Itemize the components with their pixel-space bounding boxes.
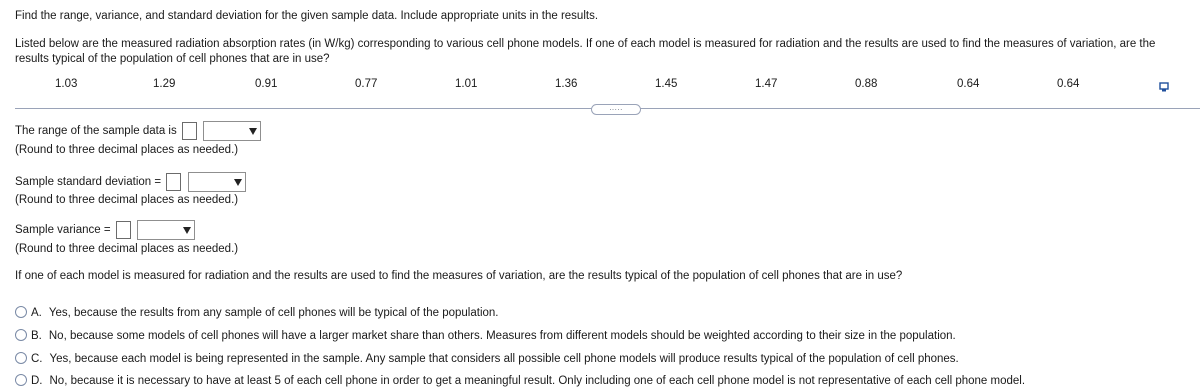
data-values-row bbox=[0, 78, 1200, 98]
triangle-down-icon bbox=[249, 128, 257, 135]
option-letter: B. bbox=[31, 330, 42, 342]
range-label: The range of the sample data is bbox=[15, 125, 177, 138]
range-row bbox=[15, 121, 261, 141]
problem-statement bbox=[15, 37, 1155, 67]
range-answer-input[interactable] bbox=[182, 122, 197, 140]
question-text: If one of each model is measured for radiation and the results are used to find the measures of variation, are the results typical of the population of cell phones that are in use? bbox=[15, 270, 903, 282]
data-value: 1.47 bbox=[755, 78, 778, 90]
std-dev-row bbox=[15, 172, 246, 192]
problem-line-2: results typical of the population of cell phones that are in use? bbox=[15, 53, 330, 65]
variance-unit-dropdown[interactable] bbox=[137, 220, 195, 240]
radio-button[interactable] bbox=[15, 352, 27, 364]
triangle-down-icon bbox=[234, 179, 242, 186]
std-dev-note: (Round to three decimal places as needed.) bbox=[15, 194, 239, 206]
data-value: 1.36 bbox=[555, 78, 578, 90]
option-text: Yes, because the results from any sample of cell phones will be typical of the population. bbox=[48, 307, 499, 319]
data-value: 0.64 bbox=[957, 78, 980, 90]
std-dev-label: Sample standard deviation = bbox=[15, 176, 162, 189]
option-letter: C. bbox=[31, 353, 43, 365]
option-letter: A. bbox=[31, 307, 42, 319]
option-d[interactable] bbox=[15, 374, 1025, 387]
option-a[interactable] bbox=[15, 306, 499, 319]
triangle-down-icon bbox=[183, 227, 191, 234]
std-dev-unit-dropdown[interactable] bbox=[188, 172, 246, 192]
range-note: (Round to three decimal places as needed.) bbox=[15, 144, 239, 156]
option-text: Yes, because each model is being represented in the sample. Any sample that considers all possible cell phone models will produce results typical of the population of cell phones. bbox=[49, 353, 959, 365]
variance-label: Sample variance = bbox=[15, 224, 111, 237]
data-value: 1.01 bbox=[455, 78, 478, 90]
data-value: 0.77 bbox=[355, 78, 378, 90]
radio-button[interactable] bbox=[15, 329, 27, 341]
range-unit-dropdown[interactable] bbox=[203, 121, 261, 141]
instruction-text: Find the range, variance, and standard deviation for the given sample data. Include appropriate units in the results. bbox=[15, 10, 599, 22]
option-b[interactable] bbox=[15, 329, 956, 342]
data-value: 0.88 bbox=[855, 78, 878, 90]
option-c[interactable] bbox=[15, 352, 959, 365]
std-dev-answer-input[interactable] bbox=[166, 173, 181, 191]
variance-answer-input[interactable] bbox=[116, 221, 131, 239]
radio-button[interactable] bbox=[15, 306, 27, 318]
data-value: 0.64 bbox=[1057, 78, 1080, 90]
option-text: No, because it is necessary to have at least 5 of each cell phone in order to get a meaningful result. Only including one of each cell phone model is not representative of each cell phone model. bbox=[49, 375, 1026, 387]
data-value: 1.45 bbox=[655, 78, 678, 90]
problem-line-1: Listed below are the measured radiation absorption rates (in W/kg) corresponding to various cell phone models. If one of each model is measured for radiation and the results are used to find the measures of variation, are the bbox=[15, 38, 1156, 50]
expand-toggle-button[interactable]: ..... bbox=[591, 104, 641, 115]
option-letter: D. bbox=[31, 375, 43, 387]
variance-note: (Round to three decimal places as needed.) bbox=[15, 243, 239, 255]
data-value: 1.03 bbox=[55, 78, 78, 90]
copy-icon[interactable] bbox=[1159, 81, 1171, 93]
data-value: 1.29 bbox=[153, 78, 176, 90]
option-text: No, because some models of cell phones will have a larger market share than others. Measures from different models should be weighted according to their size in the population. bbox=[48, 330, 956, 342]
data-value: 0.91 bbox=[255, 78, 278, 90]
radio-button[interactable] bbox=[15, 374, 27, 386]
variance-row bbox=[15, 220, 195, 240]
